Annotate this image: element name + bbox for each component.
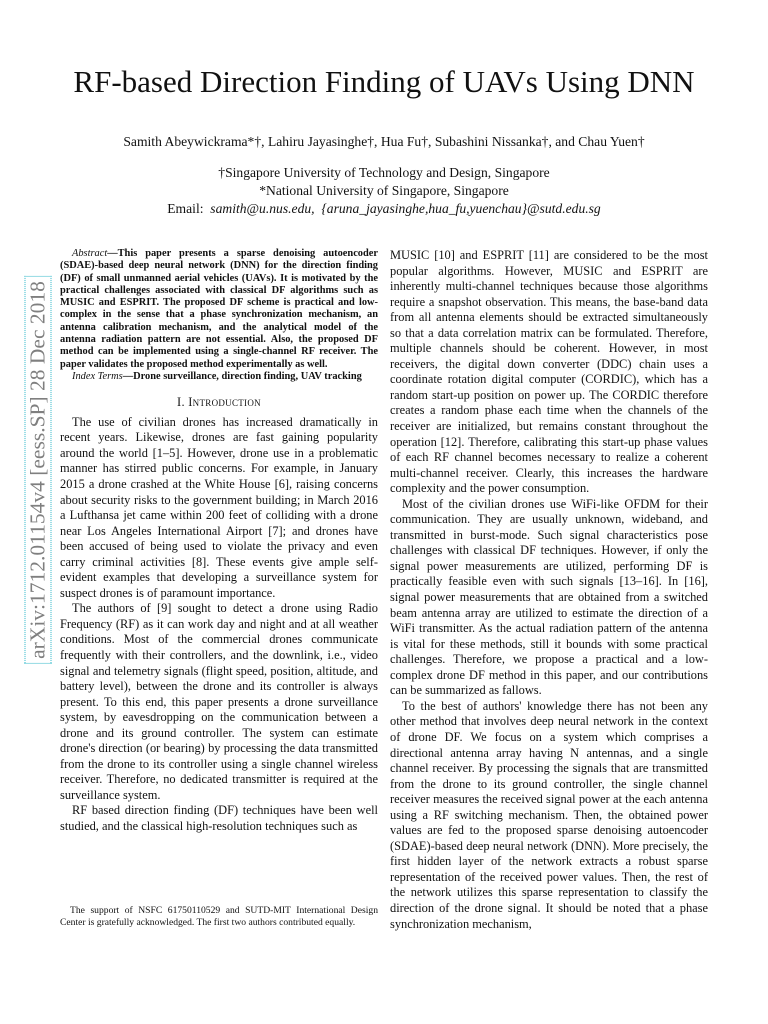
email-address-1[interactable]: samith@u.nus.edu, <box>210 201 315 216</box>
paper-title: RF-based Direction Finding of UAVs Using DNN <box>73 64 695 99</box>
index-terms-lead: Index Terms <box>72 370 123 382</box>
email-line <box>0 201 768 217</box>
author-list: Samith Abeywickrama*†, Lahiru Jayasinghe†, Hua Fu†, Subashini Nissanka†, and Chau Yuen† <box>123 134 645 149</box>
intro-paragraph-3: RF based direction finding (DF) techniques have been well studied, and the classical high-resolution techniques such as <box>60 803 378 834</box>
abstract-lead: Abstract <box>72 248 108 259</box>
abstract <box>60 248 378 371</box>
right-column <box>390 248 708 932</box>
email-label: Email: <box>167 201 204 216</box>
left-column <box>60 248 378 835</box>
right-paragraph-3: To the best of authors' knowledge there has not been any other method that involves deep neural network in the context of drone DF. We focus on a system which comprises a directional antenna array having N antennas, and a single channel receiver. By processing the signals that are transmitted from the drone to its ground controller, the single channel receiver measures the received signal power at the each antenna using a RF switching mechanism. Then, the obtained power values are fed to the proposed sparse denoising autoencoder (SDAE)-based deep neural network (DNN). More precisely, the first hidden layer of the network extracts a robust sparse representation of the received power values. Then, the rest of the network utilizes this sparse representation to classify the direction of the drone signal. It should be noted that a phase synchronization mechanism, <box>390 698 708 931</box>
footnote: The support of NSFC 61750110529 and SUTD-MIT International Design Center is gratefully acknowledged. The first two authors contributed equally. <box>60 905 378 928</box>
intro-paragraph-2: The authors of [9] sought to detect a drone using Radio Frequency (RF) as it can work day and night and at all weather conditions. Most of the commercial drones communicate frequently with their controllers, and the downlink, i.e., video signal and telemetry signals (flight speed, position, altitude, and battery level), between the drone and its controller is always present. To this end, this paper presents a drone surveillance system, by eavesdropping on the communication between a drone and its ground controller. The system can estimate drone's direction (or bearing) by processing the data transmitted from the drone to its controller using a single channel wireless receiver. Therefore, no dedicated transmitter is required at the surveillance system. <box>60 601 378 802</box>
abstract-body: —This paper presents a sparse denoising autoencoder (SDAE)-based deep neural network (DNN) for the direction finding (DF) of small unmanned aerial vehicles (UAVs). It is motivated by the practical challenges associated with classical DF algorithms such as MUSIC and ESPRIT. The proposed DF scheme is practical and low-complex in the sense that a phase synchronization mechanism, an antenna calibration mechanism, and the analytical model of the antenna radiation pattern are not essential. Also, the proposed DF method can be implemented using a single-channel RF receiver. The paper validates the proposed method experimentally as well. <box>60 248 378 370</box>
right-paragraph-2: Most of the civilian drones use WiFi-like OFDM for their communication. They are usually unknown, wideband, and transmitted in burst-mode. Such signal characteristics pose challenges with classical DF techniques. However, if only the signal power measurements are utilized, performing DF is practically feasible even with such signals [13–16]. In [16], signal power measurements that are obtained from a switched beam antenna array are utilized to estimate the direction of a WiFi transmitter. As the actual radiation pattern of the antenna is vital for these methods, still it bounds with some practical challenges. Therefore, we propose a practical and a low-complex drone DF method in this paper, and our contributions can be summarized as fallows. <box>390 496 708 698</box>
arxiv-identifier: arXiv:1712.01154v4 [eess.SP] 28 Dec 2018 <box>25 276 52 664</box>
affiliation-1: †Singapore University of Technology and Design, Singapore <box>218 165 550 180</box>
intro-paragraph-1: The use of civilian drones has increased dramatically in recent years. Likewise, drones are fast gaining popularity around the world [1–5]. However, drone use in a problematic manner has stirred public concerns. For example, in January 2015 a drone crashed at the White House [6], raising concerns about security risks to the government building; in March 2016 a Lufthansa jet came within 200 feet of colliding with a drone near Los Angeles International Airport [7]; and drones have been accused of being used to violate the privacy and even carry criminal activities [8]. These events give ample self-evident examples that developing a surveillance system for suspect drones is of paramount importance. <box>60 414 378 600</box>
index-terms <box>60 371 378 383</box>
right-paragraph-1: MUSIC [10] and ESPRIT [11] are considered to be the most popular algorithms. However, MUSIC and ESPRIT are inherently multi-channel techniques because those algorithms require a snapshot observation. This means, the base-band data from all antenna elements should be extracted simultaneously so that a data correlation matrix can be formulated. Therefore, multiple channels should be coherent. However, in most receivers, the digital down converter (DDC) chain uses a coordinate rotation digital computer (CORDIC), which has a random start-up position on power up. The CORDIC therefore creates a random phase each time when the channels of the receiver are initialized, but remains constant throughout the operation [12]. Therefore, calibrating this start-up phase values of each RF channel becomes necessary to realize a coherent multi-channel receiver. Clearly, this increases the hardware complexity and the power consumption. <box>390 248 708 496</box>
email-address-2[interactable]: {aruna_jayasinghe,hua_fu,yuenchau}@sutd.edu.sg <box>321 201 601 216</box>
section-heading-introduction: I. Introduction <box>177 395 261 410</box>
affiliation-2: *National University of Singapore, Singapore <box>259 183 509 198</box>
index-terms-body: —Drone surveillance, direction finding, UAV tracking <box>122 370 362 382</box>
